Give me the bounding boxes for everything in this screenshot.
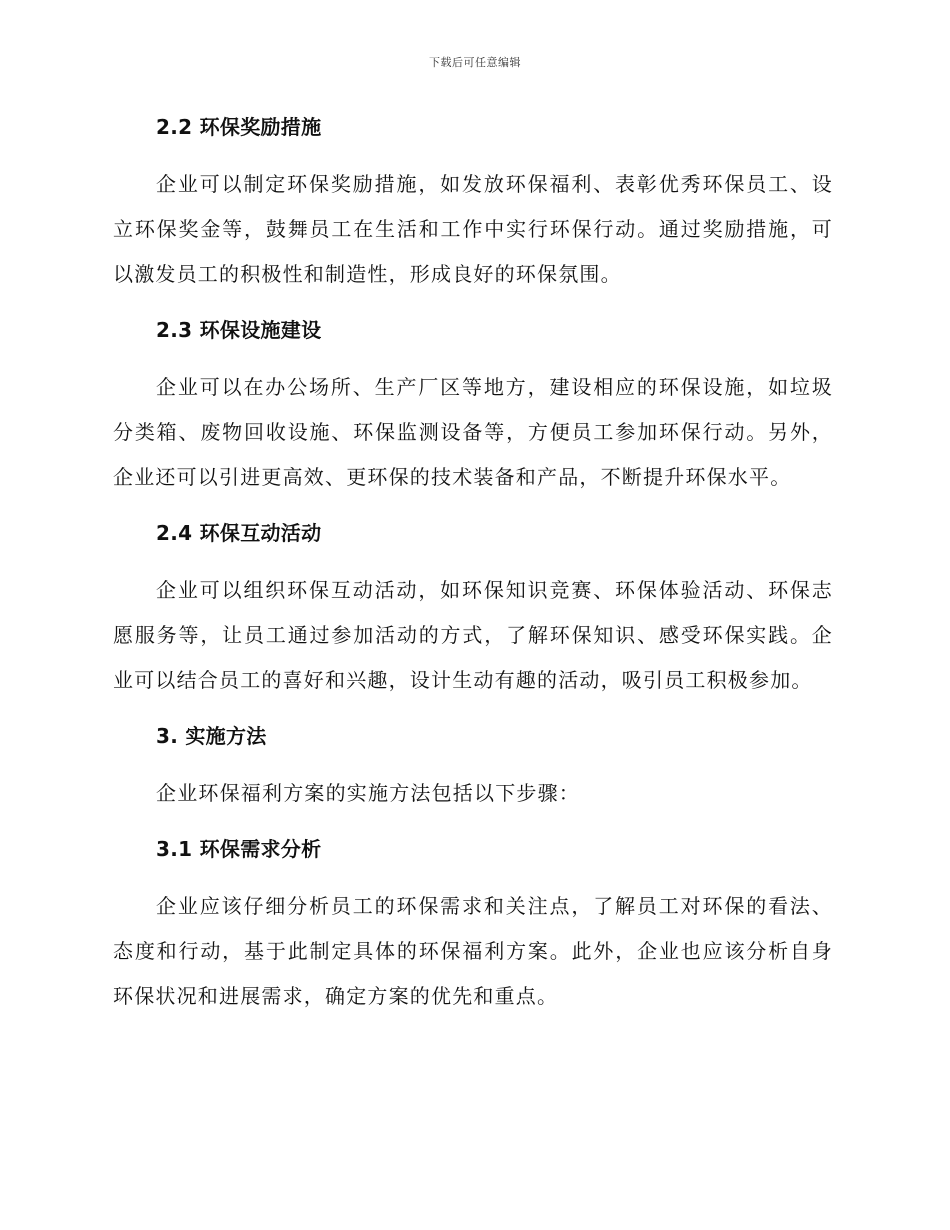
section-heading: 3. 实施方法 xyxy=(156,724,267,748)
section-paragraph: 企业可以在办公场所、生产厂区等地方，建设相应的环保设施，如垃圾分类箱、废物回收设施、环保监测设备等，方便员工参加环保行动。另外，企业还可以引进更高效、更环保的技术装备和产品，不断提升环保水平。 xyxy=(113,375,833,489)
section-heading: 3.1 环保需求分析 xyxy=(156,837,322,861)
section-paragraph: 企业环保福利方案的实施方法包括以下步骤： xyxy=(156,781,580,805)
section-paragraph: 企业可以制定环保奖励措施，如发放环保福利、表彰优秀环保员工、设立环保奖金等，鼓舞员工在生活和工作中实行环保行动。通过奖励措施，可以激发员工的积极性和制造性，形成良好的环保氛围。 xyxy=(113,172,833,286)
section-heading: 2.3 环保设施建设 xyxy=(156,318,322,342)
section-heading: 2.2 环保奖励措施 xyxy=(156,115,322,139)
section-paragraph: 企业可以组织环保互动活动，如环保知识竞赛、环保体验活动、环保志愿服务等，让员工通过参加活动的方式，了解环保知识、感受环保实践。企业可以结合员工的喜好和兴趣，设计生动有趣的活动，吸引员工积极参加。 xyxy=(113,578,833,692)
section-paragraph: 企业应该仔细分析员工的环保需求和关注点，了解员工对环保的看法、态度和行动，基于此制定具体的环保福利方案。此外，企业也应该分析自身环保状况和进展需求，确定方案的优先和重点。 xyxy=(113,894,833,1008)
document-body xyxy=(113,110,833,1019)
page-header-note: 下载后可任意编辑 xyxy=(429,56,521,69)
section-heading: 2.4 环保互动活动 xyxy=(156,521,322,545)
